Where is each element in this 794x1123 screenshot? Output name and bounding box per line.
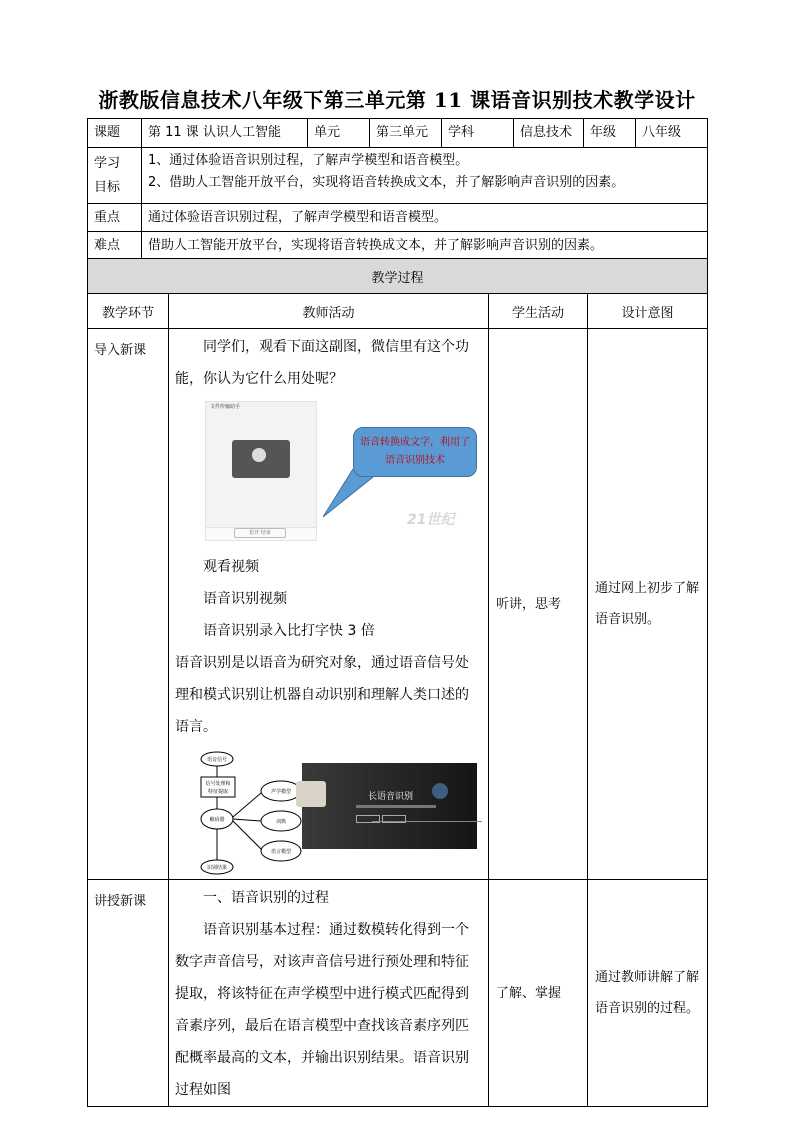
- col-intent: 设计意图: [588, 294, 708, 329]
- speech-recognition-definition: 语音识别是以语音为研究对象，通过语音信号处理和模式识别让机器自动识别和理解人类口述的语言。: [175, 655, 469, 735]
- teacher-activity-lecture: [169, 880, 489, 1107]
- flow-node-signal: 语音信号: [206, 757, 228, 763]
- hold-to-talk-button: 松开 结束: [234, 528, 286, 538]
- flow-node-dictionary: 词典: [275, 819, 287, 825]
- goals-label-line1: 学习: [94, 155, 121, 171]
- intro-question: 同学们，观看下面这副图，微信里有这个功能，你认为它什么用处呢？: [175, 339, 469, 387]
- watch-video: 观看视频: [203, 559, 259, 575]
- flow-node-process-a: 信号处理和: [205, 781, 231, 787]
- voice-card: [232, 440, 290, 478]
- goals-content: [142, 148, 708, 204]
- flow-node-decoder: 解码器: [209, 817, 225, 823]
- unit-label: 单元: [308, 119, 370, 148]
- difficult-label: 难点: [88, 232, 142, 260]
- col-stage: 教学环节: [88, 294, 169, 329]
- teaching-process-table: [87, 258, 708, 1107]
- difficult-value: 借助人工智能开放平台，实现将语音转换成文本，并了解影响声音识别的因素。: [142, 232, 708, 260]
- callout-line2: 语音识别技术: [385, 455, 445, 466]
- key-value: 通过体验语音识别过程，了解声学模型和语音模型。: [142, 204, 708, 232]
- mic-circle-icon: [432, 783, 448, 799]
- grade-label: 年级: [584, 119, 636, 148]
- key-label: 重点: [88, 204, 142, 232]
- subject-value: 信息技术: [514, 119, 584, 148]
- photo-subtitle: [356, 805, 436, 808]
- phone-bottom-bar: [206, 527, 316, 540]
- col-teacher: 教师活动: [169, 294, 489, 329]
- cup-image: [296, 781, 326, 807]
- photo-title: 长语音识别: [368, 792, 414, 802]
- speed-fact: 语音识别录入比打字快 3 倍: [203, 623, 375, 639]
- design-intent-intro: 通过网上初步了解语音识别。: [588, 329, 708, 880]
- col-student: 学生活动: [489, 294, 588, 329]
- long-speech-photo: [302, 763, 477, 849]
- student-activity-lecture: 了解、掌握: [489, 880, 588, 1107]
- video-title: 语音识别视频: [203, 591, 287, 607]
- phone-header: 文件传输助手: [210, 404, 241, 410]
- stage-intro: 导入新课: [88, 329, 169, 880]
- phone-screenshot: [205, 401, 317, 541]
- flow-node-language: 语言模型: [270, 849, 292, 855]
- unit-value: 第三单元: [370, 119, 442, 148]
- topic-label: 课题: [88, 119, 142, 148]
- lecture-heading: 一、语音识别的过程: [203, 890, 329, 906]
- stage-lecture: 讲授新课: [88, 880, 169, 1107]
- teacher-activity-intro: [169, 329, 489, 880]
- lesson-info-table: [87, 118, 708, 260]
- wechat-voice-figure: [175, 397, 482, 547]
- flow-node-acoustic: 声学模型: [270, 789, 292, 795]
- phone-outline: [372, 821, 482, 852]
- design-intent-lecture: 通过教师讲解了解语音识别的过程。: [588, 880, 708, 1107]
- callout-line1: 语音转换成文字，利用了: [360, 437, 470, 448]
- goal-2: 2、借助人工智能开放平台，实现将语音转换成文本，并了解影响声音识别的因素。: [148, 175, 625, 190]
- document-title: 浙教版信息技术八年级下第三单元第 11 课语音识别技术教学设计: [98, 88, 696, 112]
- goals-label-line2: 目标: [94, 179, 121, 195]
- subject-label: 学科: [442, 119, 514, 148]
- grade-value: 八年级: [636, 119, 708, 148]
- flow-node-process-b: 特征提取: [207, 789, 229, 795]
- goal-1: 1、通过体验语音识别过程，了解声学模型和语音模型。: [148, 153, 469, 168]
- watermark-logo: 21世纪: [407, 512, 455, 528]
- process-heading: 教学过程: [88, 259, 708, 294]
- flow-node-result: 识别结果: [206, 865, 228, 871]
- microphone-icon: [252, 448, 266, 462]
- speech-flow-figure: [175, 749, 482, 879]
- student-activity-intro: 听讲，思考: [489, 329, 588, 880]
- lecture-paragraph: 语音识别基本过程：通过数模转化得到一个数字声音信号，对该声音信号进行预处理和特征提取，将该特征在声学模型中进行模式匹配得到音素序列，最后在语言模型中查找该音素序列匹配概率最高的文本，并输出识别结果。语音识别过程如图: [175, 922, 469, 1098]
- goals-label: [88, 148, 142, 204]
- topic-value: 第 11 课 认识人工智能: [142, 119, 308, 148]
- callout-bubble: [353, 427, 477, 477]
